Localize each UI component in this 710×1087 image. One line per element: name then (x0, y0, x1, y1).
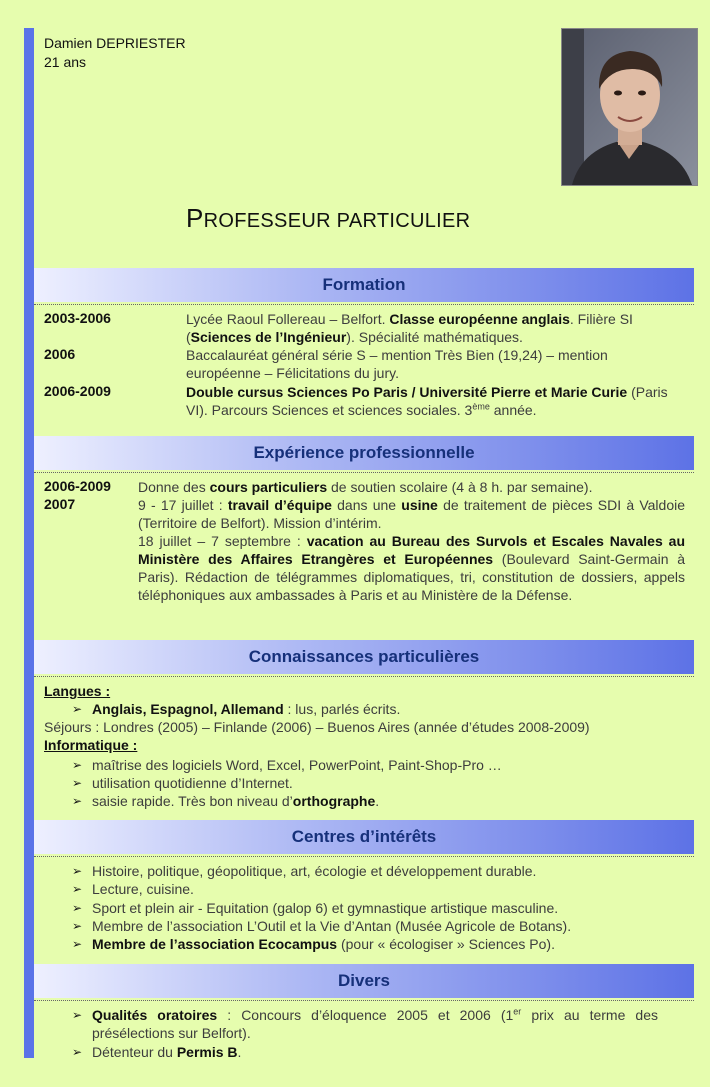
section-title: Formation (322, 275, 406, 294)
list-item: ➢ Anglais, Espagnol, Allemand : lus, parlés écrits. (72, 701, 401, 717)
arrow-bullet-icon: ➢ (72, 702, 83, 716)
arrow-bullet-icon: ➢ (72, 758, 83, 772)
divider (34, 1000, 694, 1001)
arrow-bullet-icon: ➢ (72, 882, 83, 896)
list-item: ➢ utilisation quotidienne d’Internet. (72, 775, 293, 791)
identity-block (44, 34, 186, 72)
formation-entry: Lycée Raoul Follereau – Belfort. Classe européenne anglais. Filière SI (Sciences de l’Ingénieur). Spécialité mathématiques. (186, 311, 633, 345)
title-initial: P (186, 203, 204, 233)
section-title: Centres d’intérêts (291, 827, 437, 846)
section-title: Expérience professionnelle (253, 443, 475, 462)
languages-heading: Langues : (44, 683, 111, 699)
title-rest: ROFESSEUR PARTICULIER (203, 210, 471, 232)
section-header-misc (34, 964, 694, 998)
arrow-bullet-icon: ➢ (72, 901, 83, 915)
list-item: ➢ Membre de l’association L’Outil et la Vie d’Antan (Musée Agricole de Botans). (72, 918, 572, 934)
page-title (186, 203, 470, 234)
list-item: ➢ Sport et plein air - Equitation (galop 6) et gymnastique artistique masculine. (72, 900, 559, 916)
section-header-knowledge (34, 640, 694, 674)
list-item: ➢ maîtrise des logiciels Word, Excel, PowerPoint, Paint-Shop-Pro … (72, 757, 502, 773)
list-item: ➢ Qualités oratoires : Concours d’éloquence 2005 et 2006 (1er prix au terme des présélections sur Belfort). (72, 1006, 658, 1041)
divider (34, 472, 694, 473)
candidate-name: Damien DEPRIESTER (44, 35, 186, 51)
it-heading: Informatique : (44, 737, 138, 753)
list-item: ➢ saisie rapide. Très bon niveau d’orthographe. (72, 793, 380, 809)
experience-entry: Donne des cours particuliers de soutien scolaire (4 à 8 h. par semaine). 9 - 17 juillet : travail d’équipe dans une usine de traitement de pièces SDI à Valdoie (Territoire de Belfort). Mission d’intérim. 18 juillet – 7 septembre : vacation au Bureau des Survols et Escales Navales au Ministère des Affaires Etrangères et Européennes (Boulevard Saint-Germain à Paris). Rédaction de télégrammes diplomatiques, tri, constitution de dossiers, appels téléphoniques aux ambassades à Paris et au Ministère de la Défense. (138, 479, 686, 603)
list-item: ➢ Détenteur du Permis B. (72, 1044, 242, 1060)
section-header-experience (34, 436, 694, 470)
list-item: ➢ Membre de l’association Ecocampus (pour « écologiser » Sciences Po). (72, 936, 555, 952)
formation-date: 2006-2009 (44, 383, 111, 399)
stays-line: Séjours : Londres (2005) – Finlande (2006) – Buenos Aires (année d’études 2008-2009) (44, 719, 590, 735)
arrow-bullet-icon: ➢ (72, 776, 83, 790)
experience-date: 2007 (44, 496, 76, 512)
formation-date: 2006 (44, 346, 76, 362)
section-header-interests (34, 820, 694, 854)
divider (34, 676, 694, 677)
section-title: Divers (338, 971, 390, 990)
arrow-bullet-icon: ➢ (72, 919, 83, 933)
divider (34, 856, 694, 857)
profile-photo (561, 28, 698, 186)
list-item: ➢ Histoire, politique, géopolitique, art, écologie et développement durable. (72, 863, 537, 879)
arrow-bullet-icon: ➢ (72, 1045, 83, 1059)
arrow-bullet-icon: ➢ (72, 794, 83, 808)
candidate-age: 21 ans (44, 54, 87, 70)
formation-date: 2003-2006 (44, 310, 111, 326)
list-item: ➢ Lecture, cuisine. (72, 881, 194, 897)
formation-entry: Baccalauréat général série S – mention Très Bien (19,24) – mention européenne – Félicitations du jury. (186, 347, 608, 381)
formation-entry: Double cursus Sciences Po Paris / Université Pierre et Marie Curie (Paris VI). Parcours Sciences et sciences sociales. 3ème année. (186, 384, 668, 418)
experience-date: 2006-2009 (44, 478, 111, 494)
divider (34, 304, 694, 305)
arrow-bullet-icon: ➢ (72, 864, 83, 878)
arrow-bullet-icon: ➢ (72, 937, 83, 951)
arrow-bullet-icon: ➢ (72, 1008, 83, 1022)
section-header-formation (34, 268, 694, 302)
portrait-image (562, 29, 697, 185)
section-title: Connaissances particulières (248, 647, 480, 666)
left-accent-bar (24, 28, 34, 1058)
